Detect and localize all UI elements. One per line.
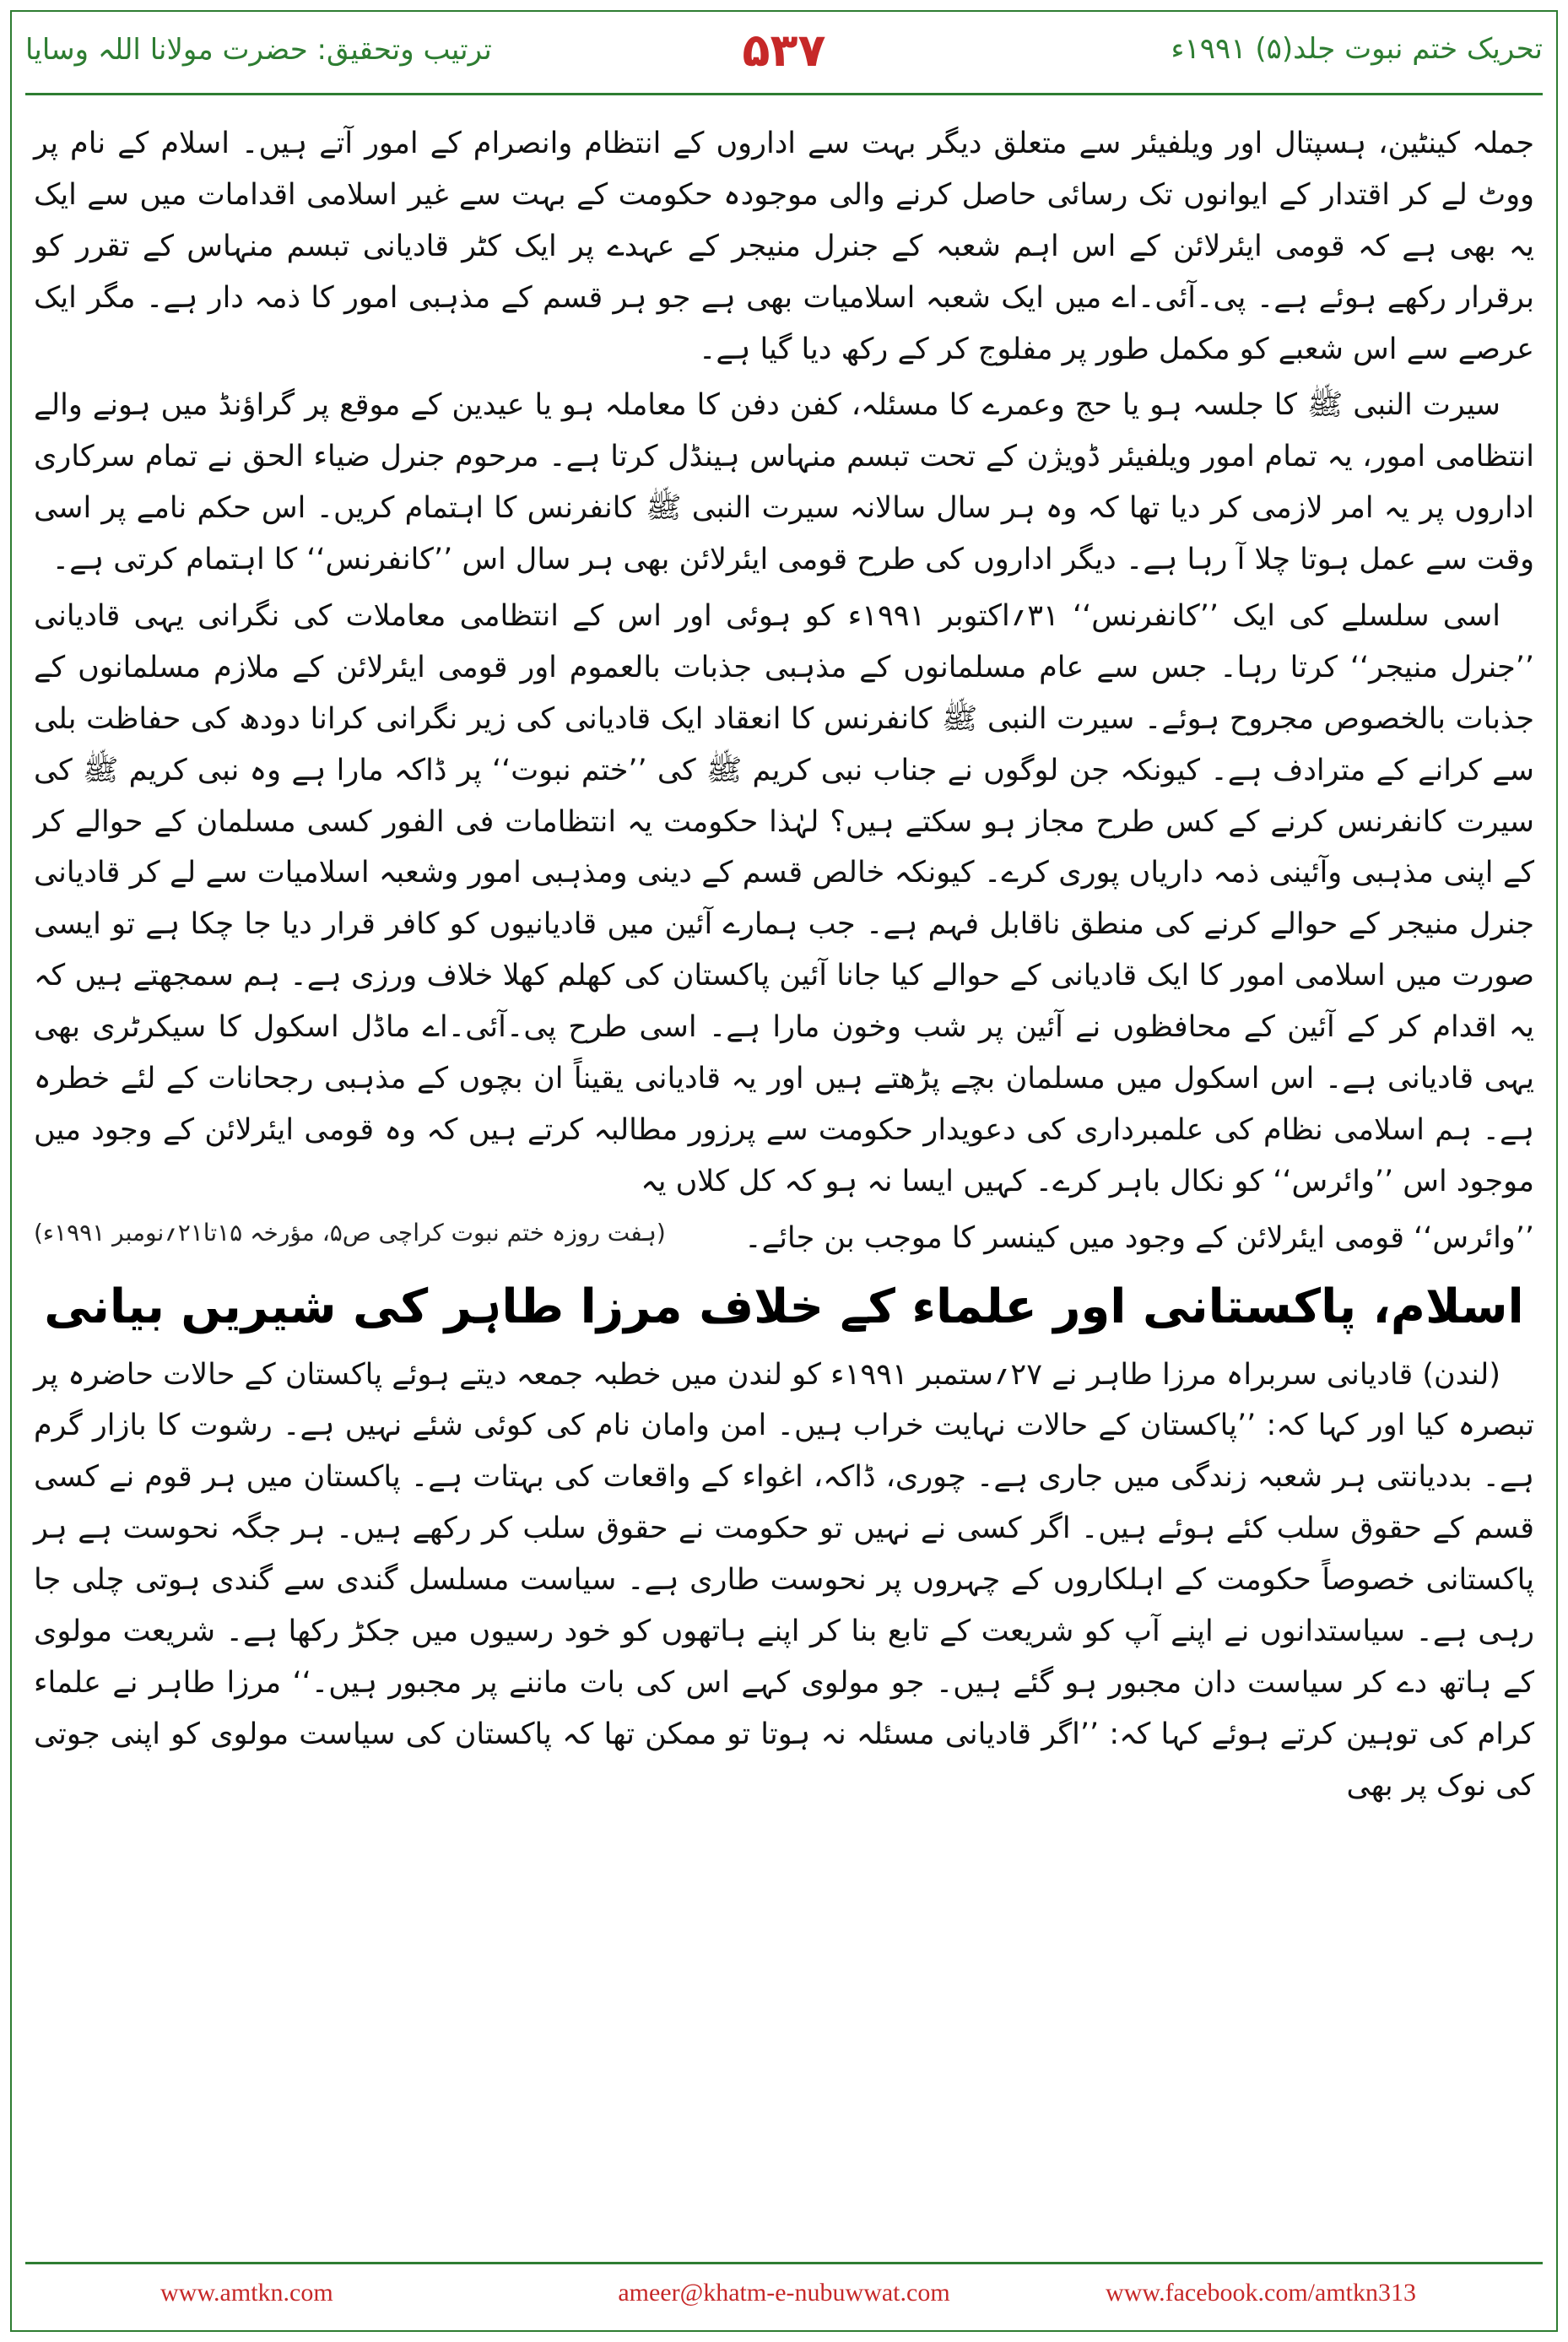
- page-content: [34, 118, 1534, 2228]
- website-link[interactable]: www.amtkn.com: [160, 2279, 333, 2307]
- article-closing: [34, 1213, 1534, 1264]
- facebook-link[interactable]: www.facebook.com/amtkn313: [1106, 2279, 1416, 2307]
- page-footer: [25, 2279, 1543, 2321]
- section-heading: اسلام، پاکستانی اور علماء کے خلاف مرزا طاہر کی شیریں بیانی: [44, 1279, 1524, 1334]
- section-paragraph: (لندن) قادیانی سربراہ مرزا طاہر نے ۲۷؍ستمبر ۱۹۹۱ء کو لندن میں خطبہ جمعہ دیتے ہوئے پاکستان کے حالات حاضرہ پر تبصرہ کیا اور کہا کہ: ’’پاکستان کے حالات نہایت خراب ہیں۔ امن وامان نام کی کوئی شئے نہیں ہے۔ رشوت کا بازار گرم ہے۔ بددیانتی ہر شعبہ زندگی میں جاری ہے۔ چوری، ڈاکہ، اغواء کے واقعات کی بہتات ہے۔ پاکستان میں ہر قوم نے کسی قسم کے حقوق سلب کئے ہوئے ہیں۔ اگر کسی نے نہیں تو حکومت نے حقوق سلب کر رکھے ہیں۔ ہر جگہ نحوست ہے ہر پاکستانی خصوصاً حکومت کے اہلکاروں کے چہروں پر نحوست طاری ہے۔ سیاست مسلسل گندی سے گندی ہوتی چلی جا رہی ہے۔ سیاستدانوں نے اپنے آپ کو شریعت کے تابع بنا کر اپنے ہاتھوں کو خود رسیوں میں جکڑ رکھا ہے۔ شریعت مولوی کے ہاتھ دے کر سیاست دان مجبور ہو گئے ہیں۔ جو مولوی کہے اس کی بات ماننے پر مجبور ہیں۔‘‘ مرزا طاہر نے علماء کرام کی توہین کرتے ہوئے کہا کہ: ’’اگر قادیانی مسئلہ نہ ہوتا تو ممکن تھا کہ پاکستان کی سیاست مولوی کو اپنی جوتی کی نوک پر بھی: [34, 1357, 1534, 1803]
- article-paragraph-3: اسی سلسلے کی ایک ’’کانفرنس‘‘ ۳۱؍اکتوبر ۱۹۹۱ء کو ہوئی اور اس کے انتظامی معاملات کی نگرانی یہی قادیانی ’’جنرل منیجر‘‘ کرتا رہا۔ جس سے عام مسلمانوں کے مذہبی جذبات بالعموم اور قومی ایئرلائن کے ملازم مسلمانوں کے جذبات بالخصوص مجروح ہوئے۔ سیرت النبی ﷺ کانفرنس کا انعقاد ایک قادیانی کی زیر نگرانی کرانا دودھ کی حفاظت بلی سے کرانے کے مترادف ہے۔ کیونکہ جن لوگوں نے جناب نبی کریم ﷺ کی ’’ختم نبوت‘‘ پر ڈاکہ مارا ہے وہ نبی کریم ﷺ کی سیرت کانفرنس کرنے کے کس طرح مجاز ہو سکتے ہیں؟ لہٰذا حکومت یہ انتظامات فی الفور کسی مسلمان کے حوالے کر کے اپنی مذہبی وآئینی ذمہ داریاں پوری کرے۔ کیونکہ خالص قسم کے دینی ومذہبی امور وشعبہ اسلامیات سے لے کر قادیانی جنرل منیجر کے حوالے کرنے کی منطق ناقابل فہم ہے۔ جب ہمارے آئین میں قادیانیوں کو کافر قرار دیا جا چکا ہے تو ایسی صورت میں اسلامی امور کا ایک قادیانی کے حوالے کیا جانا آئین پاکستان کی کھلم کھلا خلاف ورزی ہے۔ ہم سمجھتے ہیں کہ یہ اقدام کر کے آئین کے محافظوں نے آئین پر شب وخون مارا ہے۔ اسی طرح پی۔آئی۔اے ماڈل اسکول کا سیکرٹری بھی یہی قادیانی ہے۔ اس اسکول میں مسلمان بچے پڑھتے ہیں اور یہ قادیانی یقیناً ان بچوں کے مذہبی رجحانات کے لئے خطرہ ہے۔ ہم اسلامی نظام کی علمبرداری کی دعویدار حکومت سے پرزور مطالبہ کرتے ہیں کہ وہ قومی ایئرلائن کے وجود میں موجود اس ’’وائرس‘‘ کو نکال باہر کرے۔ کہیں ایسا نہ ہو کہ کل کلاں یہ: [34, 599, 1534, 1198]
- footer-divider: [25, 2262, 1543, 2264]
- header-divider: [25, 93, 1543, 95]
- page-number: ۵۳۷: [742, 24, 826, 77]
- book-title: تحریک ختم نبوت جلد(۵) ۱۹۹۱ء: [1171, 32, 1543, 66]
- page-header: [25, 24, 1543, 83]
- article-paragraph-2: سیرت النبی ﷺ کا جلسہ ہو یا حج وعمرے کا مسئلہ، کفن دفن کا معاملہ ہو یا عیدین کے موقع پر گراؤنڈ میں ہونے والے انتظامی امور، یہ تمام امور ویلفیئر ڈویژن کے تحت تبسم منہاس ہینڈل کرتا ہے۔ مرحوم جنرل ضیاء الحق نے تمام سرکاری اداروں پر یہ امر لازمی کر دیا تھا کہ وہ ہر سال سالانہ سیرت النبی ﷺ کانفرنس کا اہتمام کریں۔ اس حکم نامے پر اسی وقت سے عمل ہوتا چلا آ رہا ہے۔ دیگر اداروں کی طرح قومی ایئرلائن بھی ہر سال اس ’’کانفرنس‘‘ کا اہتمام کرتی ہے۔: [34, 388, 1534, 577]
- article-last-line: ’’وائرس‘‘ قومی ایئرلائن کے وجود میں کینسر کا موجب بن جائے۔: [744, 1220, 1534, 1255]
- source-citation: (ہفت روزہ ختم نبوت کراچی ص۵، مؤرخہ ۱۵تا۲۱؍نومبر ۱۹۹۱ء): [34, 1218, 666, 1247]
- article-paragraph-1: جملہ کینٹین، ہسپتال اور ویلفیئر سے متعلق دیگر بہت سے اداروں کے انتظام وانصرام کے امور آتے ہیں۔ اسلام کے نام پر ووٹ لے کر اقتدار کے ایوانوں تک رسائی حاصل کرنے والی موجودہ حکومت کے بہت سے غیر اسلامی اقدامات میں سے ایک یہ بھی ہے کہ قومی ایئرلائن کے اس اہم شعبہ کے جنرل منیجر کے عہدے پر ایک کٹر قادیانی تبسم منہاس کے تقرر کو برقرار رکھے ہوئے ہے۔ پی۔آئی۔اے میں ایک شعبہ اسلامیات بھی ہے جو ہر قسم کے مذہبی امور کا ذمہ دار ہے۔ مگر ایک عرصے سے اس شعبے کو مکمل طور پر مفلوج کر کے رکھ دیا گیا ہے۔: [34, 127, 1534, 366]
- compiler-credit: ترتیب وتحقیق: حضرت مولانا اللہ وسایا: [25, 33, 492, 67]
- email-link[interactable]: ameer@khatm-e-nubuwwat.com: [618, 2279, 950, 2307]
